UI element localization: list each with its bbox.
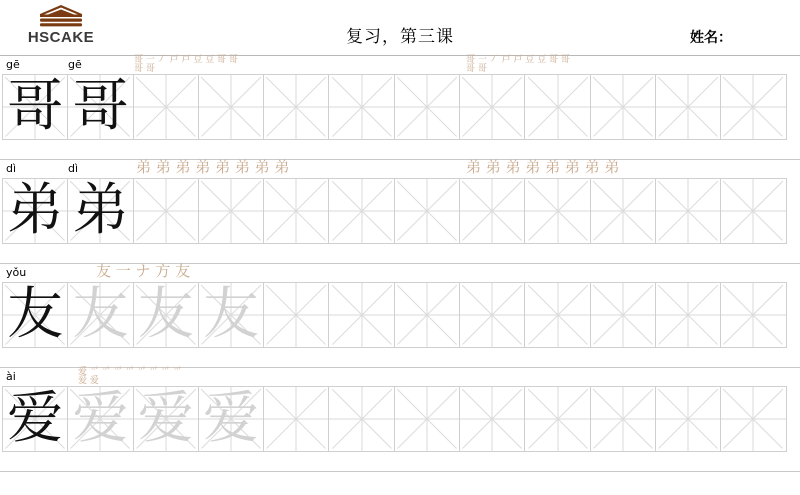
- grid-cell[interactable]: [459, 386, 525, 452]
- character-glyph: [460, 283, 524, 347]
- character-glyph: [460, 179, 524, 243]
- character-glyph: 友: [7, 282, 64, 347]
- character-glyph: [656, 283, 720, 347]
- character-glyph: [721, 387, 785, 451]
- stroke-order-line: 爱 爱: [78, 376, 99, 387]
- stroke-order-strip: [136, 160, 289, 176]
- character-glyph: 哥: [7, 74, 64, 139]
- grid-cell[interactable]: [394, 74, 460, 140]
- character-glyph: [264, 283, 328, 347]
- row-divider: [0, 471, 800, 472]
- character-glyph: [329, 387, 393, 451]
- character-glyph: 爱: [7, 386, 64, 451]
- character-glyph: 哥: [72, 74, 129, 139]
- grid-cell[interactable]: [263, 386, 329, 452]
- character-glyph: [525, 75, 589, 139]
- grid-cell[interactable]: [263, 74, 329, 140]
- character-glyph: [395, 387, 459, 451]
- grid-cell[interactable]: [198, 282, 264, 348]
- grid-cell[interactable]: [2, 386, 68, 452]
- character-glyph: 爱: [203, 386, 260, 451]
- grid-cell[interactable]: [394, 178, 460, 244]
- character-glyph: [721, 75, 785, 139]
- character-glyph: [591, 179, 655, 243]
- grid-cell[interactable]: [524, 178, 590, 244]
- grid-cell[interactable]: [67, 178, 133, 244]
- character-glyph: [329, 179, 393, 243]
- character-glyph: [591, 283, 655, 347]
- character-glyph: [460, 75, 524, 139]
- grid-cell[interactable]: [67, 74, 133, 140]
- pinyin-label: yǒu: [6, 266, 27, 279]
- character-glyph: 友: [203, 282, 260, 347]
- grid-cell[interactable]: [655, 282, 721, 348]
- character-glyph: 爱: [137, 386, 194, 451]
- character-glyph: [656, 179, 720, 243]
- grid-cell[interactable]: [590, 74, 656, 140]
- character-glyph: 友: [137, 282, 194, 347]
- grid-cell[interactable]: [133, 282, 199, 348]
- character-glyph: [134, 179, 198, 243]
- page-header: [0, 0, 800, 56]
- pinyin-label: gē: [6, 58, 20, 71]
- character-glyph: 友: [72, 282, 129, 347]
- grid-cell[interactable]: [655, 386, 721, 452]
- grid-cell[interactable]: [720, 282, 786, 348]
- grid-cell[interactable]: [2, 74, 68, 140]
- practice-rows: [0, 56, 800, 472]
- row-ai: [0, 368, 800, 472]
- grid-cell[interactable]: [459, 74, 525, 140]
- character-glyph: [395, 75, 459, 139]
- grid-cell[interactable]: [459, 282, 525, 348]
- grid-cell[interactable]: [590, 178, 656, 244]
- character-glyph: [329, 283, 393, 347]
- stroke-order-line: 弟 弟 弟 弟 弟 弟 弟 弟: [466, 158, 620, 176]
- grid-cell[interactable]: [655, 178, 721, 244]
- stroke-order-line: 哥 哥: [134, 64, 155, 75]
- brand-name: HSCAKE: [27, 29, 95, 46]
- character-glyph: [656, 387, 720, 451]
- grid-cell[interactable]: [524, 386, 590, 452]
- grid-cell[interactable]: [394, 282, 460, 348]
- grid-cell[interactable]: [590, 282, 656, 348]
- character-glyph: [199, 75, 263, 139]
- character-glyph: 爱: [72, 386, 129, 451]
- grid-cell[interactable]: [655, 74, 721, 140]
- stroke-order-line: 弟 弟 弟 弟 弟 弟 弟 弟: [136, 158, 290, 176]
- grid-cell[interactable]: [590, 386, 656, 452]
- character-glyph: [460, 387, 524, 451]
- stroke-order-line: 哥 一 丆 戸 戸 豆 豆 哥 哥: [134, 55, 238, 65]
- grid-cell[interactable]: [328, 74, 394, 140]
- stroke-order-strip: [78, 368, 182, 387]
- grid-cell[interactable]: [328, 386, 394, 452]
- stroke-order-strip: [96, 264, 190, 280]
- stroke-order-line: 哥 一 丆 戸 戸 豆 豆 哥 哥: [466, 55, 570, 65]
- grid-cell[interactable]: [198, 386, 264, 452]
- grid-cell[interactable]: [720, 178, 786, 244]
- character-glyph: 弟: [7, 178, 64, 243]
- character-grid: [2, 282, 786, 348]
- grid-cell[interactable]: [2, 282, 68, 348]
- character-glyph: [395, 179, 459, 243]
- grid-cell[interactable]: [2, 178, 68, 244]
- grid-cell[interactable]: [263, 178, 329, 244]
- character-glyph: [525, 179, 589, 243]
- character-glyph: [264, 75, 328, 139]
- character-glyph: [721, 179, 785, 243]
- character-glyph: [395, 283, 459, 347]
- grid-cell[interactable]: [524, 74, 590, 140]
- grid-cell[interactable]: [67, 386, 133, 452]
- grid-cell[interactable]: [720, 74, 786, 140]
- stroke-order-line: 爱 爫 爫 爫 爫 爫 爫 爫 爫: [78, 367, 182, 377]
- character-glyph: [264, 179, 328, 243]
- character-glyph: [264, 387, 328, 451]
- grid-cell[interactable]: [67, 282, 133, 348]
- character-glyph: [525, 387, 589, 451]
- pinyin-label: dì: [6, 162, 17, 175]
- grid-cell[interactable]: [198, 178, 264, 244]
- row-ge: [0, 56, 800, 160]
- student-name-label: 姓名：: [690, 30, 732, 46]
- pinyin-label: ài: [6, 370, 16, 383]
- character-glyph: [199, 179, 263, 243]
- character-glyph: [656, 75, 720, 139]
- grid-cell[interactable]: [720, 386, 786, 452]
- character-glyph: [591, 75, 655, 139]
- row-you: [0, 264, 800, 368]
- character-glyph: [721, 283, 785, 347]
- grid-cell[interactable]: [459, 178, 525, 244]
- character-grid: [2, 386, 786, 452]
- grid-cell[interactable]: [133, 386, 199, 452]
- stroke-order-line: 友 一 ナ 方 友: [96, 262, 191, 280]
- character-grid: [2, 74, 786, 140]
- pinyin-label: dì: [68, 162, 79, 175]
- character-glyph: [525, 283, 589, 347]
- character-glyph: 弟: [72, 178, 129, 243]
- grid-cell[interactable]: [263, 282, 329, 348]
- stroke-order-strip: [134, 56, 238, 75]
- stroke-order-strip: [466, 56, 570, 75]
- character-grid: [2, 178, 786, 244]
- page-title: 复习，第三课: [346, 27, 454, 47]
- character-glyph: [591, 387, 655, 451]
- pinyin-label: gē: [68, 58, 82, 71]
- stroke-order-strip: [466, 160, 619, 176]
- grid-cell[interactable]: [133, 178, 199, 244]
- row-di: [0, 160, 800, 264]
- grid-cell[interactable]: [198, 74, 264, 140]
- grid-cell[interactable]: [328, 178, 394, 244]
- stroke-order-line: 哥 哥: [466, 64, 487, 75]
- grid-cell[interactable]: [133, 74, 199, 140]
- character-glyph: [134, 75, 198, 139]
- character-glyph: [329, 75, 393, 139]
- grid-cell[interactable]: [328, 282, 394, 348]
- grid-cell[interactable]: [524, 282, 590, 348]
- grid-cell[interactable]: [394, 386, 460, 452]
